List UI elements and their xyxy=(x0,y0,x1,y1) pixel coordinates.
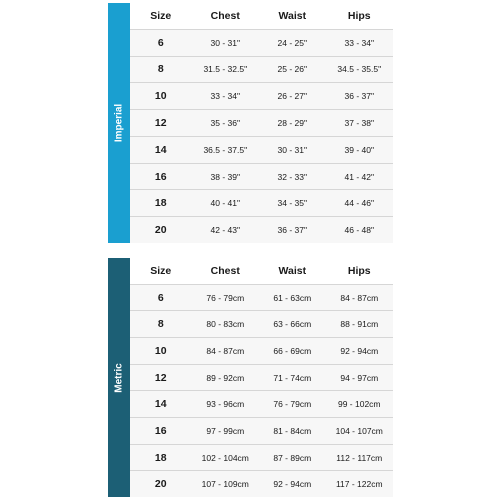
size-cell: 18 xyxy=(154,451,167,464)
waist-cell: 92 - 94cm xyxy=(273,479,312,490)
imperial-size-table xyxy=(108,3,393,243)
column-header-size: Size xyxy=(150,9,172,22)
table-row xyxy=(130,190,393,217)
waist-cell: 34 - 35" xyxy=(277,198,307,209)
size-cell: 10 xyxy=(154,344,167,357)
table-row xyxy=(130,445,393,472)
hips-cell: 84 - 87cm xyxy=(340,292,379,303)
chest-cell: 84 - 87cm xyxy=(206,345,245,356)
hips-cell: 94 - 97cm xyxy=(340,372,379,383)
table-row xyxy=(130,338,393,365)
waist-cell: 36 - 37" xyxy=(277,225,307,236)
chest-cell: 89 - 92cm xyxy=(206,372,245,383)
size-cell: 14 xyxy=(154,398,167,411)
waist-cell: 30 - 31" xyxy=(277,144,307,155)
chest-cell: 30 - 31" xyxy=(210,37,241,48)
waist-cell: 26 - 27" xyxy=(277,91,307,102)
imperial-label: Imperial xyxy=(113,103,125,143)
hips-cell: 88 - 91cm xyxy=(340,319,379,330)
imperial-header-row xyxy=(130,3,393,30)
table-row xyxy=(130,30,393,57)
chest-cell: 31.5 - 32.5" xyxy=(203,64,248,75)
waist-cell: 24 - 25" xyxy=(277,37,307,48)
column-header-size: Size xyxy=(150,264,172,277)
chest-cell: 80 - 83cm xyxy=(206,319,245,330)
table-row xyxy=(130,83,393,110)
chest-cell: 33 - 34" xyxy=(210,91,241,102)
column-header-waist: Waist xyxy=(278,264,307,277)
table-row xyxy=(130,110,393,137)
waist-cell: 32 - 33" xyxy=(277,171,307,182)
chest-cell: 107 - 109cm xyxy=(201,479,249,490)
waist-cell: 66 - 69cm xyxy=(273,345,312,356)
metric-side-band xyxy=(108,258,130,497)
hips-cell: 99 - 102cm xyxy=(337,399,381,410)
column-header-chest: Chest xyxy=(210,9,240,22)
imperial-side-band xyxy=(108,3,130,243)
size-cell: 18 xyxy=(154,197,167,210)
column-header-chest: Chest xyxy=(210,264,240,277)
size-cell: 20 xyxy=(154,478,167,491)
chest-cell: 76 - 79cm xyxy=(206,292,245,303)
metric-size-table xyxy=(108,258,393,497)
table-row xyxy=(130,137,393,164)
hips-cell: 112 - 117cm xyxy=(336,452,383,463)
chest-cell: 35 - 36" xyxy=(210,118,241,129)
table-row xyxy=(130,418,393,445)
hips-cell: 41 - 42" xyxy=(344,171,374,182)
chest-cell: 40 - 41" xyxy=(210,198,241,209)
hips-cell: 36 - 37" xyxy=(344,91,374,102)
table-row xyxy=(130,217,393,243)
hips-cell: 104 - 107cm xyxy=(335,425,383,436)
table-row xyxy=(130,365,393,392)
waist-cell: 61 - 63cm xyxy=(273,292,312,303)
hips-cell: 34.5 - 35.5" xyxy=(337,64,382,75)
waist-cell: 76 - 79cm xyxy=(273,399,312,410)
size-cell: 12 xyxy=(154,371,167,384)
hips-cell: 92 - 94cm xyxy=(340,345,379,356)
size-cell: 14 xyxy=(154,143,167,156)
chest-cell: 42 - 43" xyxy=(210,225,241,236)
hips-cell: 37 - 38" xyxy=(344,118,374,129)
waist-cell: 87 - 89cm xyxy=(273,452,312,463)
size-cell: 6 xyxy=(157,291,164,304)
hips-cell: 44 - 46" xyxy=(344,198,374,209)
size-cell: 16 xyxy=(154,424,167,437)
size-cell: 6 xyxy=(157,36,164,49)
size-cell: 20 xyxy=(154,224,167,237)
hips-cell: 39 - 40" xyxy=(344,144,374,155)
column-header-hips: Hips xyxy=(347,9,371,22)
column-header-waist: Waist xyxy=(278,9,307,22)
waist-cell: 81 - 84cm xyxy=(273,425,312,436)
size-cell: 8 xyxy=(157,318,164,331)
hips-cell: 33 - 34" xyxy=(344,37,374,48)
waist-cell: 28 - 29" xyxy=(277,118,307,129)
size-cell: 12 xyxy=(154,117,167,130)
chest-cell: 36.5 - 37.5" xyxy=(203,144,248,155)
chest-cell: 93 - 96cm xyxy=(206,399,245,410)
column-header-hips: Hips xyxy=(347,264,371,277)
waist-cell: 25 - 26" xyxy=(277,64,307,75)
metric-table xyxy=(130,258,393,497)
size-cell: 16 xyxy=(154,170,167,183)
size-cell: 8 xyxy=(157,63,164,76)
waist-cell: 63 - 66cm xyxy=(273,319,312,330)
table-row xyxy=(130,311,393,338)
waist-cell: 71 - 74cm xyxy=(273,372,312,383)
size-cell: 10 xyxy=(154,90,167,103)
table-row xyxy=(130,57,393,84)
table-row xyxy=(130,285,393,312)
chest-cell: 97 - 99cm xyxy=(206,425,245,436)
imperial-table xyxy=(130,3,393,243)
metric-header-row xyxy=(130,258,393,285)
table-row xyxy=(130,391,393,418)
metric-label: Metric xyxy=(113,362,125,393)
chest-cell: 102 - 104cm xyxy=(201,452,249,463)
hips-cell: 117 - 122cm xyxy=(335,479,383,490)
table-row xyxy=(130,471,393,497)
chest-cell: 38 - 39" xyxy=(210,171,241,182)
table-row xyxy=(130,164,393,191)
hips-cell: 46 - 48" xyxy=(344,225,374,236)
